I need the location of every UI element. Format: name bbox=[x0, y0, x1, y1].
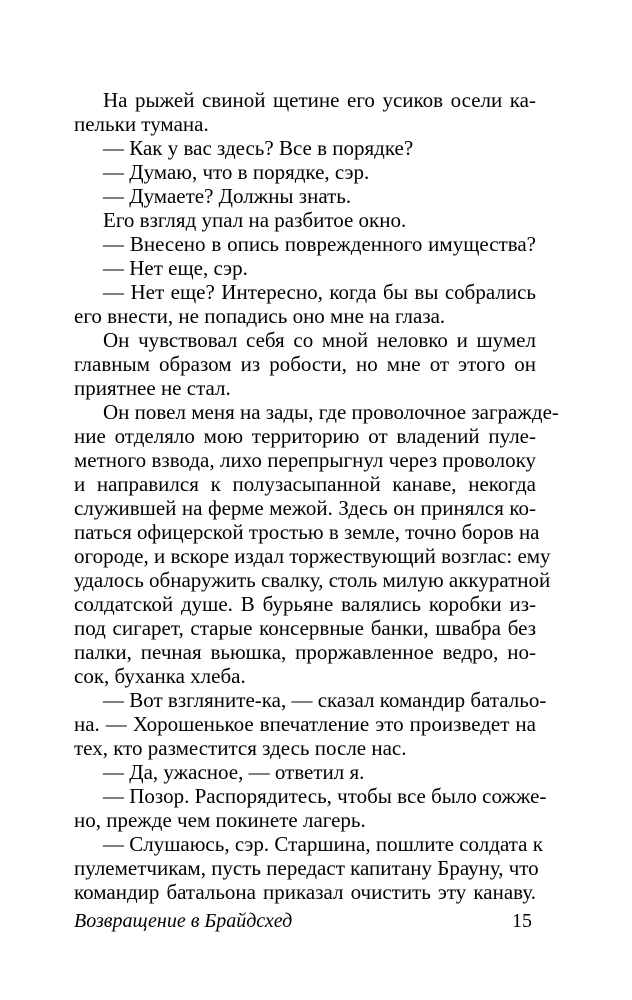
text-line: на. — Хорошенькое впечатление это произведет на bbox=[74, 712, 536, 736]
text-line: сок, буханка хлеба. bbox=[74, 664, 246, 688]
text-line: — Думаете? Должны знать. bbox=[103, 184, 352, 208]
text-line: — Вот взгляните-ка, — сказал командир батальо- bbox=[103, 688, 547, 712]
text-line: — Думаю, что в порядке, сэр. bbox=[103, 160, 370, 184]
text-line: его внести, не попадись оно мне на глаза. bbox=[74, 304, 446, 328]
text-line: командир батальона приказал очистить эту канаву. bbox=[74, 880, 536, 904]
text-line: — Позор. Распорядитесь, чтобы все было сожже- bbox=[103, 784, 547, 808]
text-line: — Нет еще, сэр. bbox=[103, 256, 248, 280]
text-line: тех, кто разместится здесь после нас. bbox=[74, 736, 407, 760]
text-line: и направился к полузасыпанной канаве, некогда bbox=[74, 472, 536, 496]
text-line: Его взгляд упал на разбитое окно. bbox=[103, 208, 407, 232]
page-footer bbox=[74, 908, 536, 934]
text-line: — Да, ужасное, — ответил я. bbox=[103, 760, 365, 784]
text-line: палки, печная вьюшка, проржавленное ведро, но- bbox=[74, 640, 536, 664]
text-line: Он повел меня на зады, где проволочное загражде- bbox=[103, 400, 559, 424]
text-line: ние отделяло мою территорию от владений пуле- bbox=[74, 424, 536, 448]
text-line: паться офицерской тростью в земле, точно боров на bbox=[74, 520, 540, 544]
text-line: Он чувствовал себя со мной неловко и шумел bbox=[103, 328, 536, 352]
text-line: служившей на ферме межой. Здесь он принялся ко- bbox=[74, 496, 536, 520]
text-line: — Внесено в опись поврежденного имущества? bbox=[103, 232, 536, 256]
text-line: главным образом из робости, но мне от этого он bbox=[74, 352, 536, 376]
text-line: — Нет еще? Интересно, когда бы вы собрались bbox=[103, 280, 536, 304]
text-line: огороде, и вскоре издал торжествующий возглас: ему bbox=[74, 544, 551, 568]
text-line: — Слушаюсь, сэр. Старшина, пошлите солдата к bbox=[103, 832, 543, 856]
text-line: удалось обнаружить свалку, столь милую аккуратной bbox=[74, 568, 551, 592]
text-line: — Как у вас здесь? Все в порядке? bbox=[103, 136, 414, 160]
text-line: пельки тумана. bbox=[74, 112, 209, 136]
text-line: На рыжей свиной щетине его усиков осели ка- bbox=[103, 88, 536, 112]
running-title: Возвращение в Брайдсхед bbox=[74, 910, 293, 932]
page-number: 15 bbox=[512, 910, 532, 932]
text-line: метного взвода, лихо перепрыгнул через проволоку bbox=[74, 448, 536, 472]
text-line: приятнее не стал. bbox=[74, 376, 231, 400]
text-line: пулеметчикам, пусть передаст капитану Брауну, что bbox=[74, 856, 539, 880]
text-line: солдатской душе. В бурьяне валялись коробки из- bbox=[74, 592, 536, 616]
text-line: но, прежде чем покинете лагерь. bbox=[74, 808, 366, 832]
text-line: под сигарет, старые консервные банки, швабра без bbox=[74, 616, 536, 640]
